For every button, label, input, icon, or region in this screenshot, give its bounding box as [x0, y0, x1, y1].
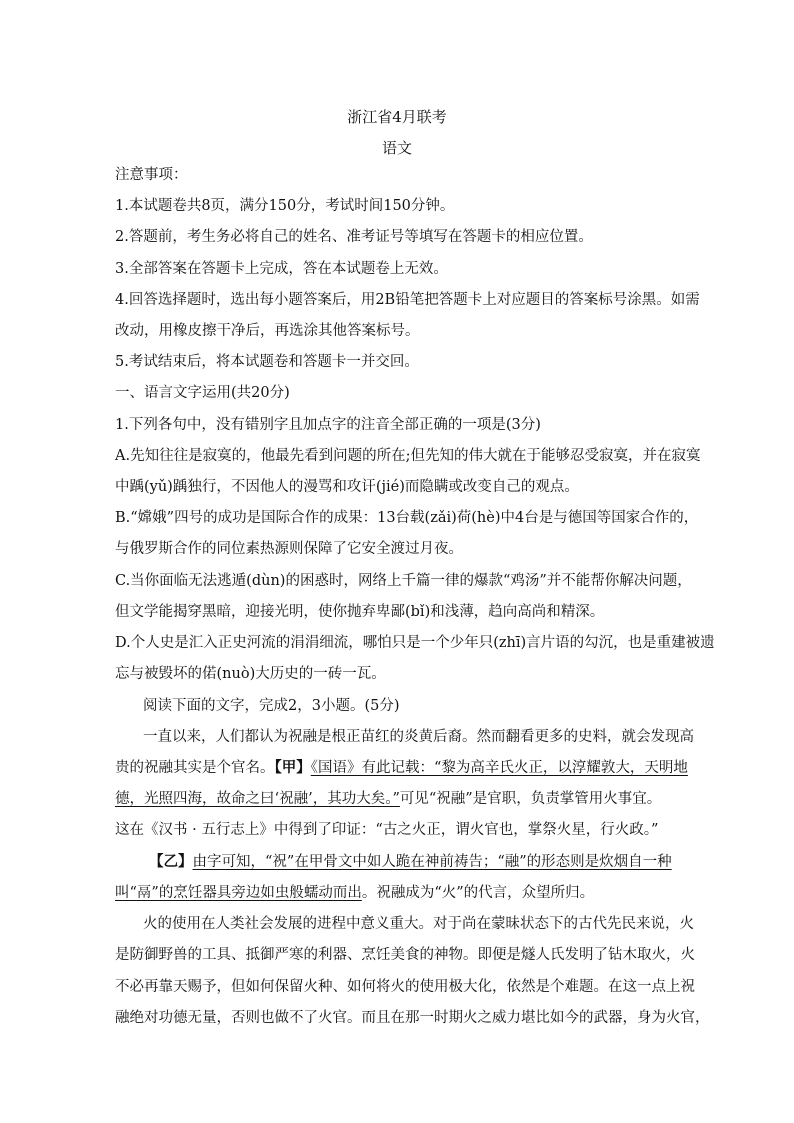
passage-p1-line1: 一直以来，人们都认为祝融是根正苗红的炎黄后裔。然而翻看更多的史料，就会发现高 — [143, 729, 694, 745]
passage-p1-line2 — [115, 761, 690, 776]
notice-item: 1.本试题卷共8页，满分150分，考试时间150分钟。 — [115, 198, 455, 214]
reading-intro: 阅读下面的文字，完成2，3小题。(5分) — [143, 698, 400, 714]
option-d-line1: D.个人史是汇入正史河流的涓涓细流，哪怕只是一个少年只(zhī)言片语的勾沉，也是重建被遗 — [115, 635, 715, 651]
option-c-line1: C.当你面临无法逃遁(dùn)的困惑时，网络上千篇一律的爆款“鸡汤”并不能帮你解决问题， — [115, 573, 692, 589]
underlined-text-yi: 叫“鬲”的烹饪器具旁边如虫般蠕动而出 — [115, 885, 362, 901]
mark-jia: 【甲】 — [274, 759, 311, 776]
passage-p3-line2: 是防御野兽的工具、抵御严寒的利器、烹饪美食的神物。即便是燧人氏发明了钻木取火，火 — [115, 947, 695, 963]
section-heading: 一、语言文字运用(共20分) — [115, 385, 290, 401]
question-stem: 1.下列各句中，没有错别字且加点字的注音全部正确的一项是(3分) — [115, 417, 541, 433]
notice-item: 4.回答选择题时，选出每小题答案后，用2B铅笔把答题卡上对应题目的答案标号涂黑。如需 — [115, 292, 700, 308]
exam-title: 浙江省4月联考 — [347, 108, 447, 126]
option-b-line2: 与俄罗斯合作的同位素热源则保障了它安全渡过月夜。 — [115, 541, 463, 557]
passage-p2-line1 — [149, 855, 690, 870]
underlined-text-jia: 德，光照四海，故命之曰‘祝融’，其功大矣。” — [115, 791, 400, 807]
passage-text: 可见“祝融”是官职，负责掌管用火事宜。 — [399, 791, 662, 807]
passage-p3-line3: 不必再靠天赐予，但如何保留火种、如何将火的使用极大化，依然是个难题。在这一点上祝 — [115, 979, 695, 995]
option-b-line1: B.“嫦娥”四号的成功是国际合作的成果：13台载(zǎi)荷(hè)中4台是与德国等国家合作的， — [115, 510, 699, 526]
exam-subject: 语文 — [381, 139, 412, 157]
notice-item: 2.答题前，考生务必将自己的姓名、准考证号等填写在答题卡的相应位置。 — [115, 229, 593, 245]
passage-p1-line4: 这在《汉书 · 五行志上》中得到了印证：“古之火正，谓火官也，掌祭火星，行火政。” — [115, 822, 659, 838]
option-a-line2: 中踽(yǔ)踽独行，不因他人的漫骂和攻讦(jié)而隐瞒或改变自己的观点。 — [115, 479, 579, 495]
option-c-line2: 但文学能揭穿黑暗，迎接光明，使你抛弃卑鄙(bǐ)和浅薄，趋向高尚和精深。 — [115, 604, 605, 620]
passage-p1-line3 — [115, 792, 690, 807]
passage-p2-line2 — [115, 886, 690, 901]
passage-text: 贵的祝融其实是个官名。 — [115, 760, 275, 776]
mark-yi: 【乙】 — [149, 853, 193, 870]
option-d-line2: 忘与被毁坏的偌(nuò)大历史的一砖一瓦。 — [115, 666, 386, 682]
notice-item: 3.全部答案在答题卡上完成，答在本试题卷上无效。 — [115, 261, 448, 277]
passage-text: 。祝融成为“火”的代言，众望所归。 — [361, 885, 595, 901]
notice-heading: 注意事项： — [115, 167, 188, 183]
passage-p3-line1: 火的使用在人类社会发展的进程中意义重大。对于尚在蒙昧状态下的古代先民来说，火 — [143, 916, 694, 932]
underlined-text-jia: 《国语》有此记载：“黎为高辛氏火正，以淳耀敦大，天明地 — [310, 760, 688, 776]
notice-item: 改动，用橡皮擦干净后，再选涂其他答案标号。 — [115, 323, 420, 339]
notice-item: 5.考试结束后，将本试题卷和答题卡一并交回。 — [115, 354, 419, 370]
option-a-line1: A.先知往往是寂寞的，他最先看到问题的所在;但先知的伟大就在于能够忍受寂寞，并在寂寞 — [115, 448, 701, 464]
underlined-text-yi: 由字可知，“祝”在甲骨文中如人跪在神前祷告；“融”的形态则是炊烟自一种 — [192, 854, 672, 870]
passage-p3-line4: 融绝对功德无量，否则也做不了火官。而且在那一时期火之威力堪比如今的武器，身为火官， — [115, 1010, 710, 1026]
